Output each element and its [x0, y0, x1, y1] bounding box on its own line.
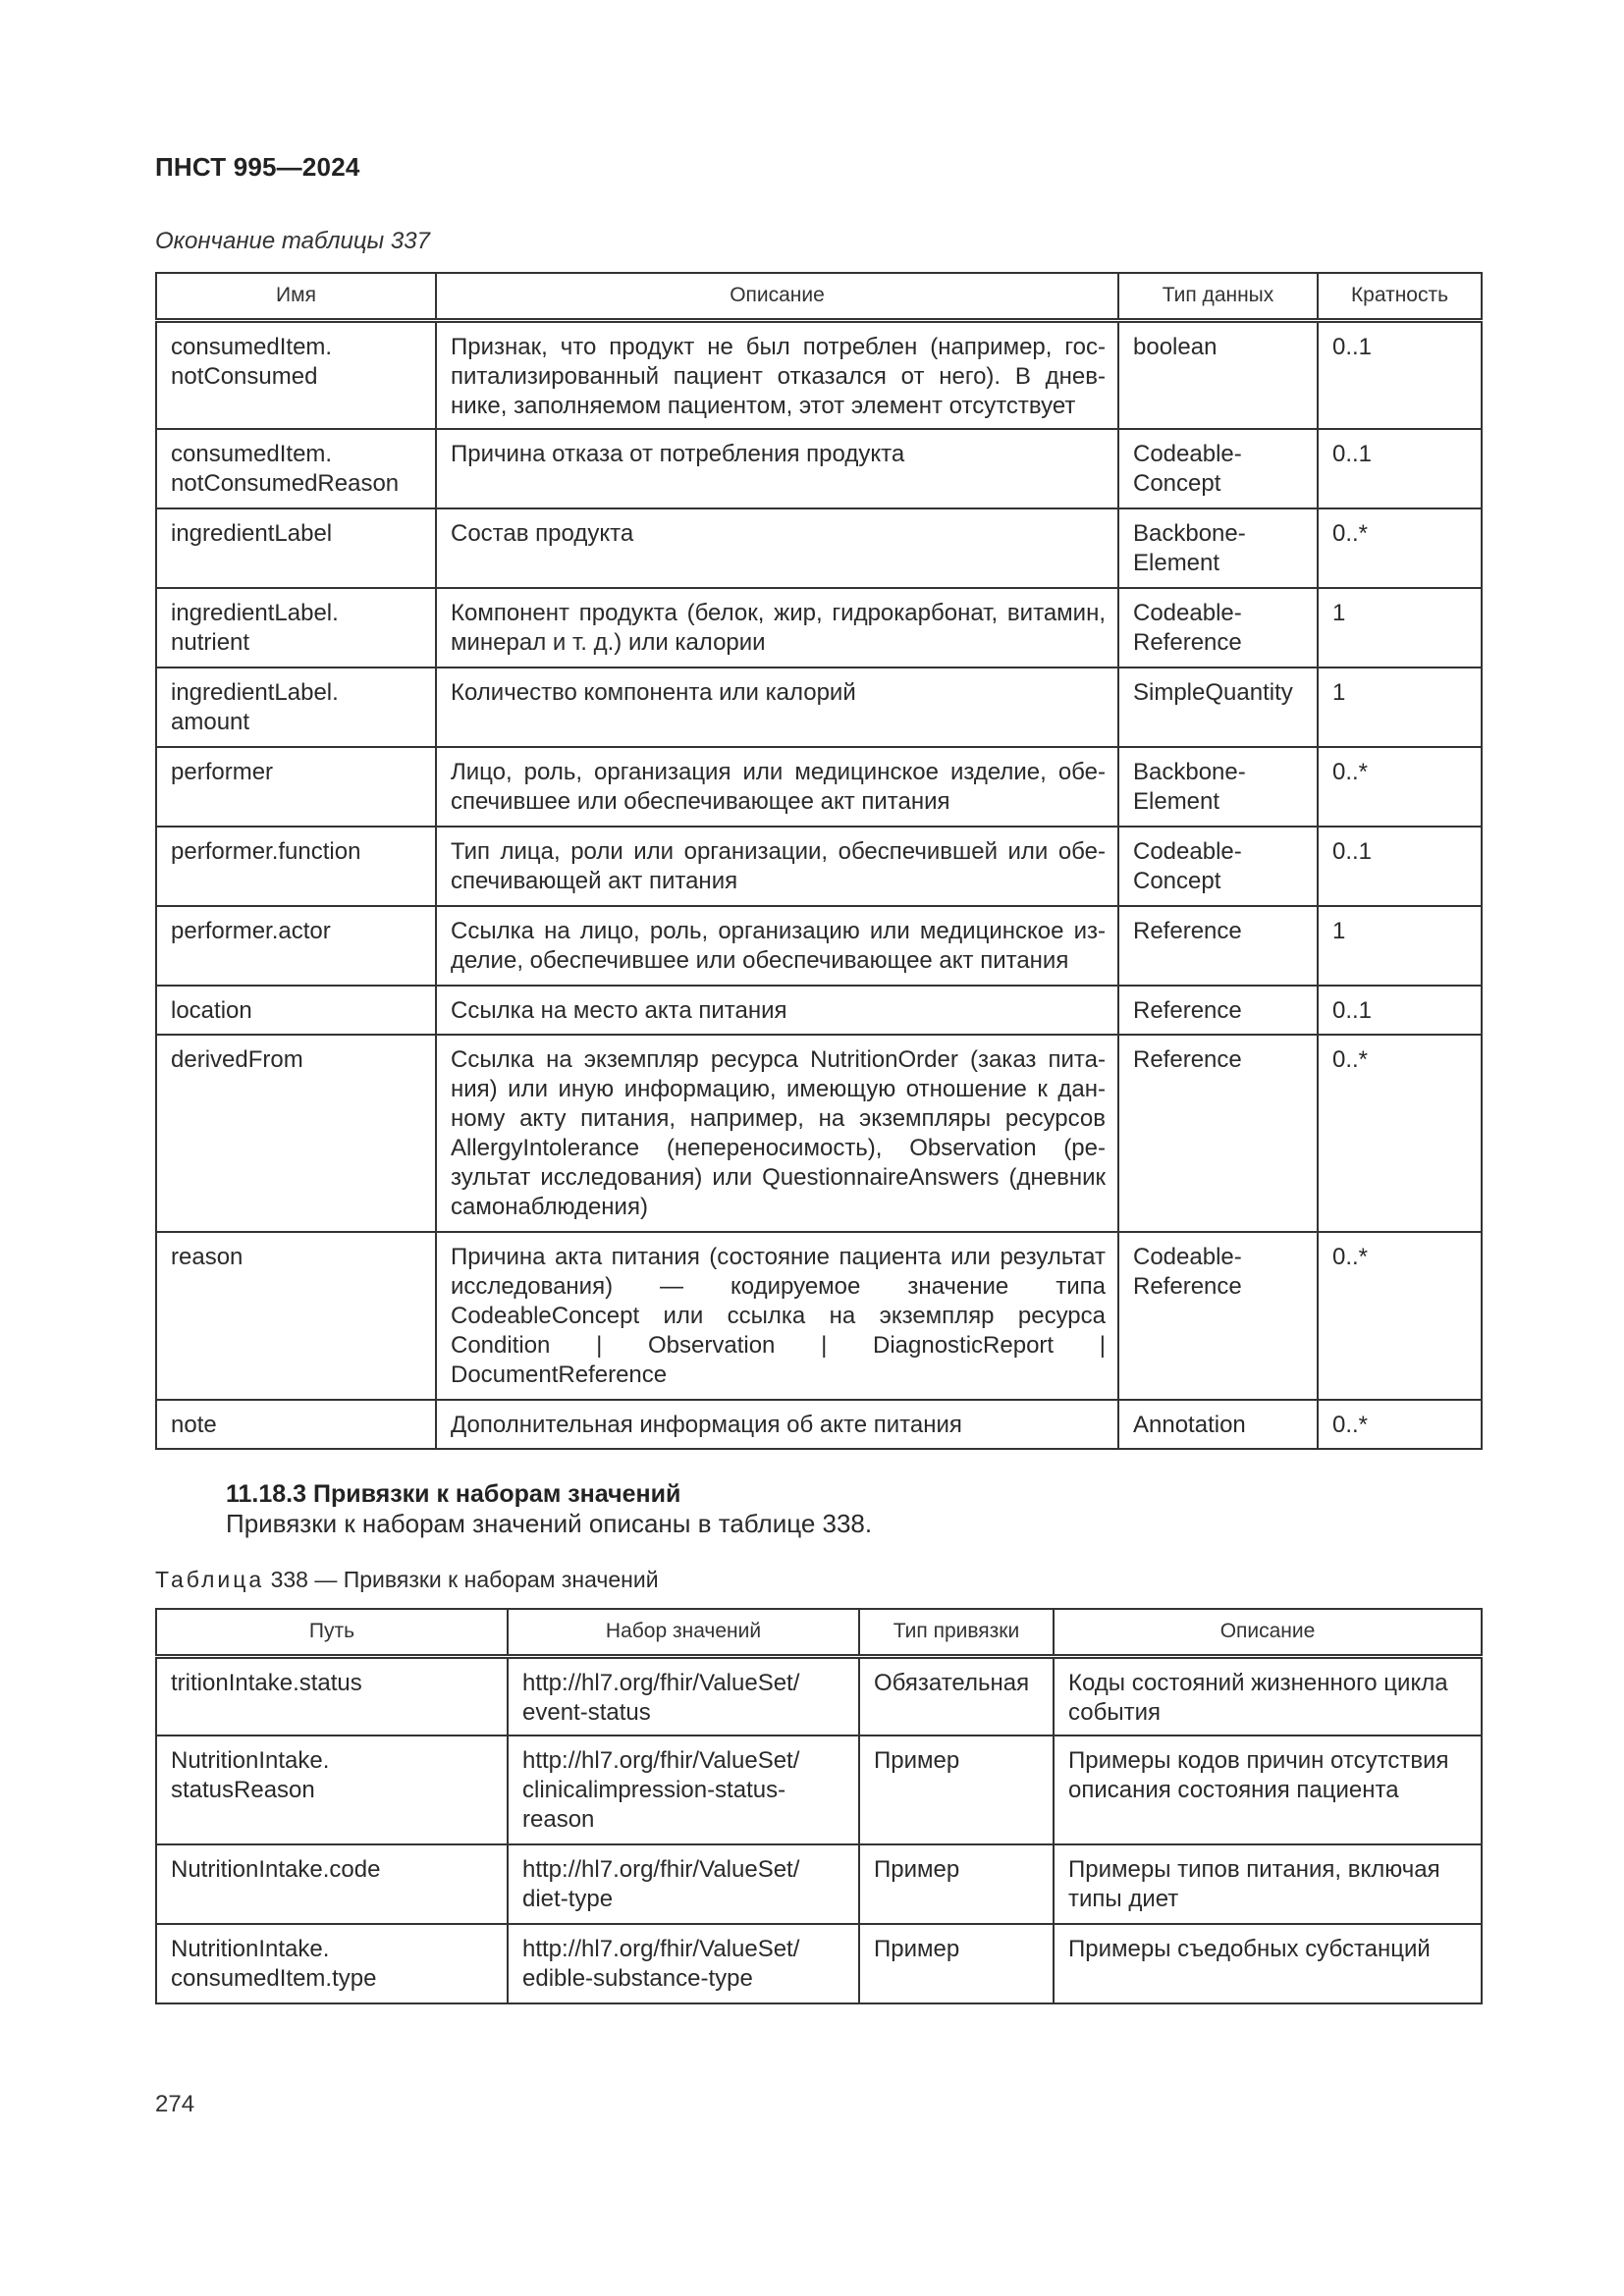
table-header-row [156, 273, 1482, 320]
cell-data-type: Codeable- Concept [1118, 827, 1318, 906]
table-337 [155, 272, 1483, 1450]
table-row [156, 1735, 1482, 1844]
table-row [156, 827, 1482, 906]
cell-value-set: http://hl7.org/fhir/ValueSet/ diet-type [508, 1844, 859, 1924]
cell-binding-type: Пример [859, 1924, 1054, 2003]
cell-cardinality: 0..1 [1318, 827, 1482, 906]
cell-data-type: Codeable- Concept [1118, 429, 1318, 508]
cell-data-type: SimpleQuantity [1118, 667, 1318, 747]
cell-description: Компонент продукта (белок, жир, гидрокарбонат, витамин, минерал и т. д.) или калории [436, 588, 1118, 667]
table-row [156, 667, 1482, 747]
cell-data-type: Backbone- Element [1118, 747, 1318, 827]
cell-name: reason [156, 1232, 436, 1400]
table-338-caption [155, 1567, 659, 1593]
table-row [156, 1232, 1482, 1400]
cell-binding-type: Пример [859, 1844, 1054, 1924]
column-header-binding-type: Тип привязки [859, 1609, 1054, 1656]
section-heading: 11.18.3 Привязки к наборам значений [226, 1480, 681, 1508]
cell-data-type: boolean [1118, 320, 1318, 429]
cell-name: ingredientLabel. nutrient [156, 588, 436, 667]
cell-description: Примеры типов питания, включая типы диет [1054, 1844, 1482, 1924]
column-header-description: Описание [436, 273, 1118, 320]
cell-description: Причина акта питания (состояние пациента или результат исследования) — кодируемое значение типа CodeableConcept или ссылка на экземпляр ресурса Condition | Observation | DiagnosticReport | DocumentReference [436, 1232, 1118, 1400]
cell-description: Ссылка на экземпляр ресурса NutritionOrder (заказ питания) или иную информацию, имеющую отношение к данному акту питания, например, на экземпляры ресурсов AllergyIntolerance (непереносимость), Observation (результат исследования) или QuestionnaireAnswers (дневник самонаблюдения) [436, 1035, 1118, 1232]
table-row [156, 1656, 1482, 1735]
cell-binding-type: Пример [859, 1735, 1054, 1844]
cell-name: ingredientLabel. amount [156, 667, 436, 747]
column-header-value-set: Набор значений [508, 1609, 859, 1656]
cell-path: tritionIntake.status [156, 1656, 508, 1735]
cell-cardinality: 0..1 [1318, 320, 1482, 429]
cell-description: Причина отказа от потребления продукта [436, 429, 1118, 508]
cell-value-set: http://hl7.org/fhir/ValueSet/ event-status [508, 1656, 859, 1735]
document-header: ПНСТ 995—2024 [155, 152, 360, 182]
cell-name: performer.function [156, 827, 436, 906]
cell-binding-type: Обязательная [859, 1656, 1054, 1735]
cell-cardinality: 0..1 [1318, 429, 1482, 508]
cell-name: note [156, 1400, 436, 1449]
cell-name: location [156, 986, 436, 1035]
section-paragraph: Привязки к наборам значений описаны в таблице 338. [226, 1509, 873, 1538]
table-338 [155, 1608, 1483, 2004]
column-header-data-type: Тип данных [1118, 273, 1318, 320]
cell-value-set: http://hl7.org/fhir/ValueSet/ edible-substance-type [508, 1924, 859, 2003]
cell-cardinality: 0..1 [1318, 986, 1482, 1035]
cell-data-type: Reference [1118, 986, 1318, 1035]
cell-value-set: http://hl7.org/fhir/ValueSet/ clinicalimpression-status- reason [508, 1735, 859, 1844]
page-number: 274 [155, 2091, 195, 2117]
cell-name: performer [156, 747, 436, 827]
cell-cardinality: 0..* [1318, 508, 1482, 588]
table-row [156, 1400, 1482, 1449]
table-row [156, 747, 1482, 827]
cell-cardinality: 1 [1318, 906, 1482, 986]
cell-description: Состав продукта [436, 508, 1118, 588]
column-header-path: Путь [156, 1609, 508, 1656]
cell-cardinality: 1 [1318, 667, 1482, 747]
cell-data-type: Annotation [1118, 1400, 1318, 1449]
table-row [156, 986, 1482, 1035]
cell-name: derivedFrom [156, 1035, 436, 1232]
cell-description: Признак, что продукт не был потреблен (например, госпитализированный пациент отказался от него). В дневнике, заполняемом пациентом, этот элемент отсутствует [436, 320, 1118, 429]
cell-path: NutritionIntake.code [156, 1844, 508, 1924]
table-row [156, 508, 1482, 588]
cell-description: Ссылка на место акта питания [436, 986, 1118, 1035]
cell-data-type: Codeable- Reference [1118, 1232, 1318, 1400]
cell-description: Ссылка на лицо, роль, организацию или медицинское изделие, обеспечившее или обеспечивающее акт питания [436, 906, 1118, 986]
cell-cardinality: 1 [1318, 588, 1482, 667]
cell-cardinality: 0..* [1318, 747, 1482, 827]
cell-description: Дополнительная информация об акте питания [436, 1400, 1118, 1449]
cell-data-type: Codeable- Reference [1118, 588, 1318, 667]
cell-data-type: Backbone- Element [1118, 508, 1318, 588]
table-row [156, 1924, 1482, 2003]
table-row [156, 1844, 1482, 1924]
cell-cardinality: 0..* [1318, 1035, 1482, 1232]
table-row [156, 1035, 1482, 1232]
cell-cardinality: 0..* [1318, 1400, 1482, 1449]
column-header-cardinality: Кратность [1318, 273, 1482, 320]
table-337-continuation-caption: Окончание таблицы 337 [155, 228, 430, 254]
table-header-row [156, 1609, 1482, 1656]
cell-description: Лицо, роль, организация или медицинское изделие, обеспечившее или обеспечивающее акт питания [436, 747, 1118, 827]
cell-name: performer.actor [156, 906, 436, 986]
cell-description: Примеры съедобных субстанций [1054, 1924, 1482, 2003]
cell-name: ingredientLabel [156, 508, 436, 588]
column-header-description: Описание [1054, 1609, 1482, 1656]
column-header-name: Имя [156, 273, 436, 320]
cell-description: Тип лица, роли или организации, обеспечившей или обеспечивающей акт питания [436, 827, 1118, 906]
table-row [156, 429, 1482, 508]
cell-cardinality: 0..* [1318, 1232, 1482, 1400]
cell-data-type: Reference [1118, 906, 1318, 986]
table-row [156, 588, 1482, 667]
table-row [156, 906, 1482, 986]
cell-name: consumedItem. notConsumedReason [156, 429, 436, 508]
cell-data-type: Reference [1118, 1035, 1318, 1232]
table-row [156, 320, 1482, 429]
cell-description: Количество компонента или калорий [436, 667, 1118, 747]
cell-description: Примеры кодов причин отсутствия описания состояния пациента [1054, 1735, 1482, 1844]
cell-path: NutritionIntake. consumedItem.type [156, 1924, 508, 2003]
table-caption-title: 338 — Привязки к наборам значений [264, 1567, 659, 1592]
cell-path: NutritionIntake. statusReason [156, 1735, 508, 1844]
cell-name: consumedItem. notConsumed [156, 320, 436, 429]
table-caption-label: Таблица [155, 1567, 265, 1592]
cell-description: Коды состояний жизненного цикла события [1054, 1656, 1482, 1735]
